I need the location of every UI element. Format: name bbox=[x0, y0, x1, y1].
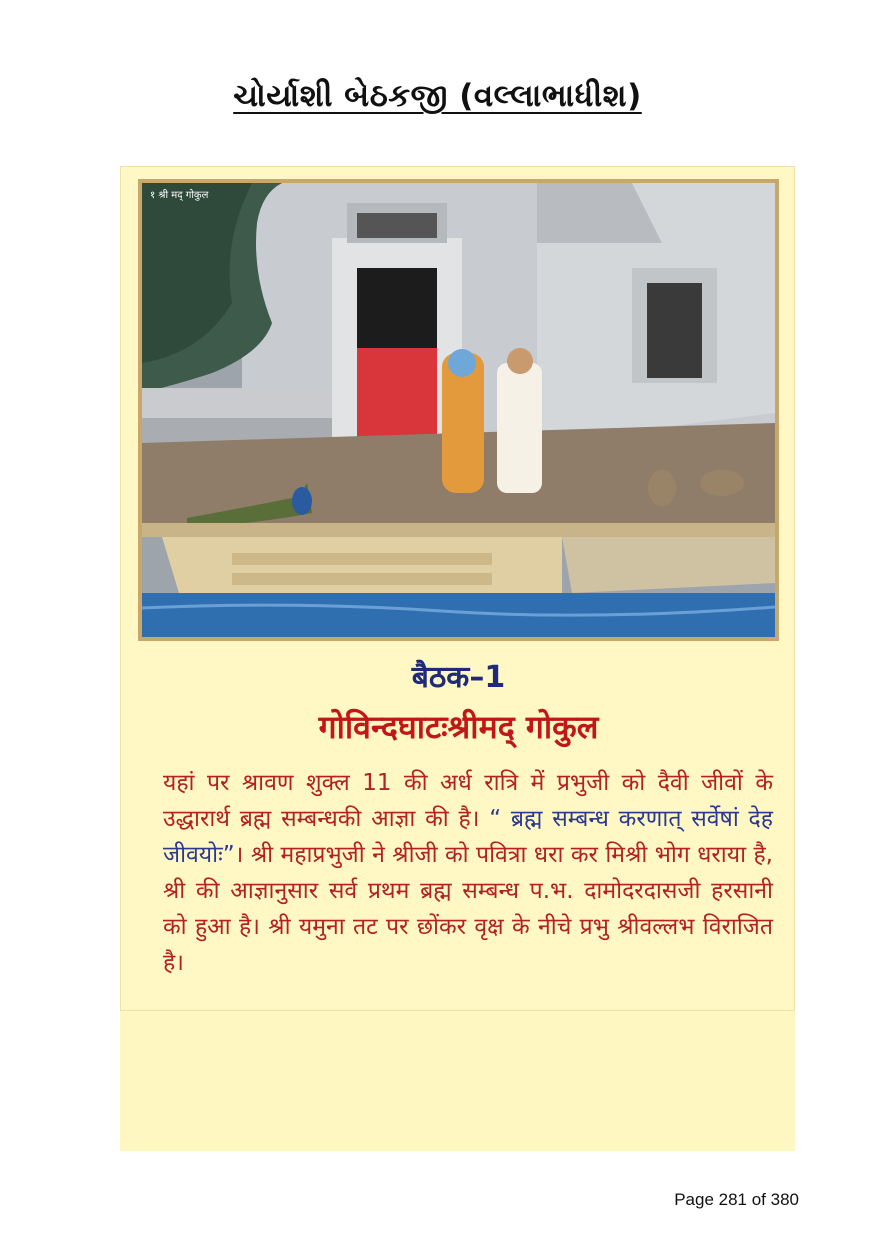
description-text: यहां पर श्रावण शुक्ल 11 की अर्ध रात्रि में प्रभुजी को दैवी जीवों के उद्धारार्थ ब्रह्म सम्बन्धकी आज्ञा की है। bbox=[163, 770, 773, 832]
page-number: Page 281 of 380 bbox=[674, 1190, 799, 1209]
description-text-continued: । श्री महाप्रभुजी ने श्रीजी को पवित्रा धरा कर मिश्री भोग धराया है, श्री की आज्ञानुसार सर्व प्रथम ब्रह्म सम्बन्ध प.भ. दामोदरदासजी हरसानी को हुआ है। श्री यमुना तट पर छोंकर वृक्ष के नीचे प्रभु श्रीवल्लभ विराजित है। bbox=[163, 842, 773, 976]
painting-caption: १ श्री मद् गोकुल bbox=[150, 190, 209, 201]
baithak-number: बैठक–1 bbox=[411, 660, 506, 695]
devotional-painting bbox=[138, 179, 779, 641]
painting-illustration bbox=[142, 183, 775, 637]
brahma-sambandh-mantra: “ ब्रह्म सम्बन्ध करणात् सर्वेषां देह जीवयोः” bbox=[163, 806, 773, 868]
baithak-card bbox=[120, 166, 795, 1011]
baithak-description bbox=[163, 765, 773, 981]
baithak-location-title: गोविन्दघाटःश्रीमद् गोकुल bbox=[318, 708, 599, 746]
content-panel bbox=[120, 166, 795, 1151]
page-title: ચોર્યાશી બેઠકજી (વલ્લાભાધીશ) bbox=[233, 78, 642, 114]
